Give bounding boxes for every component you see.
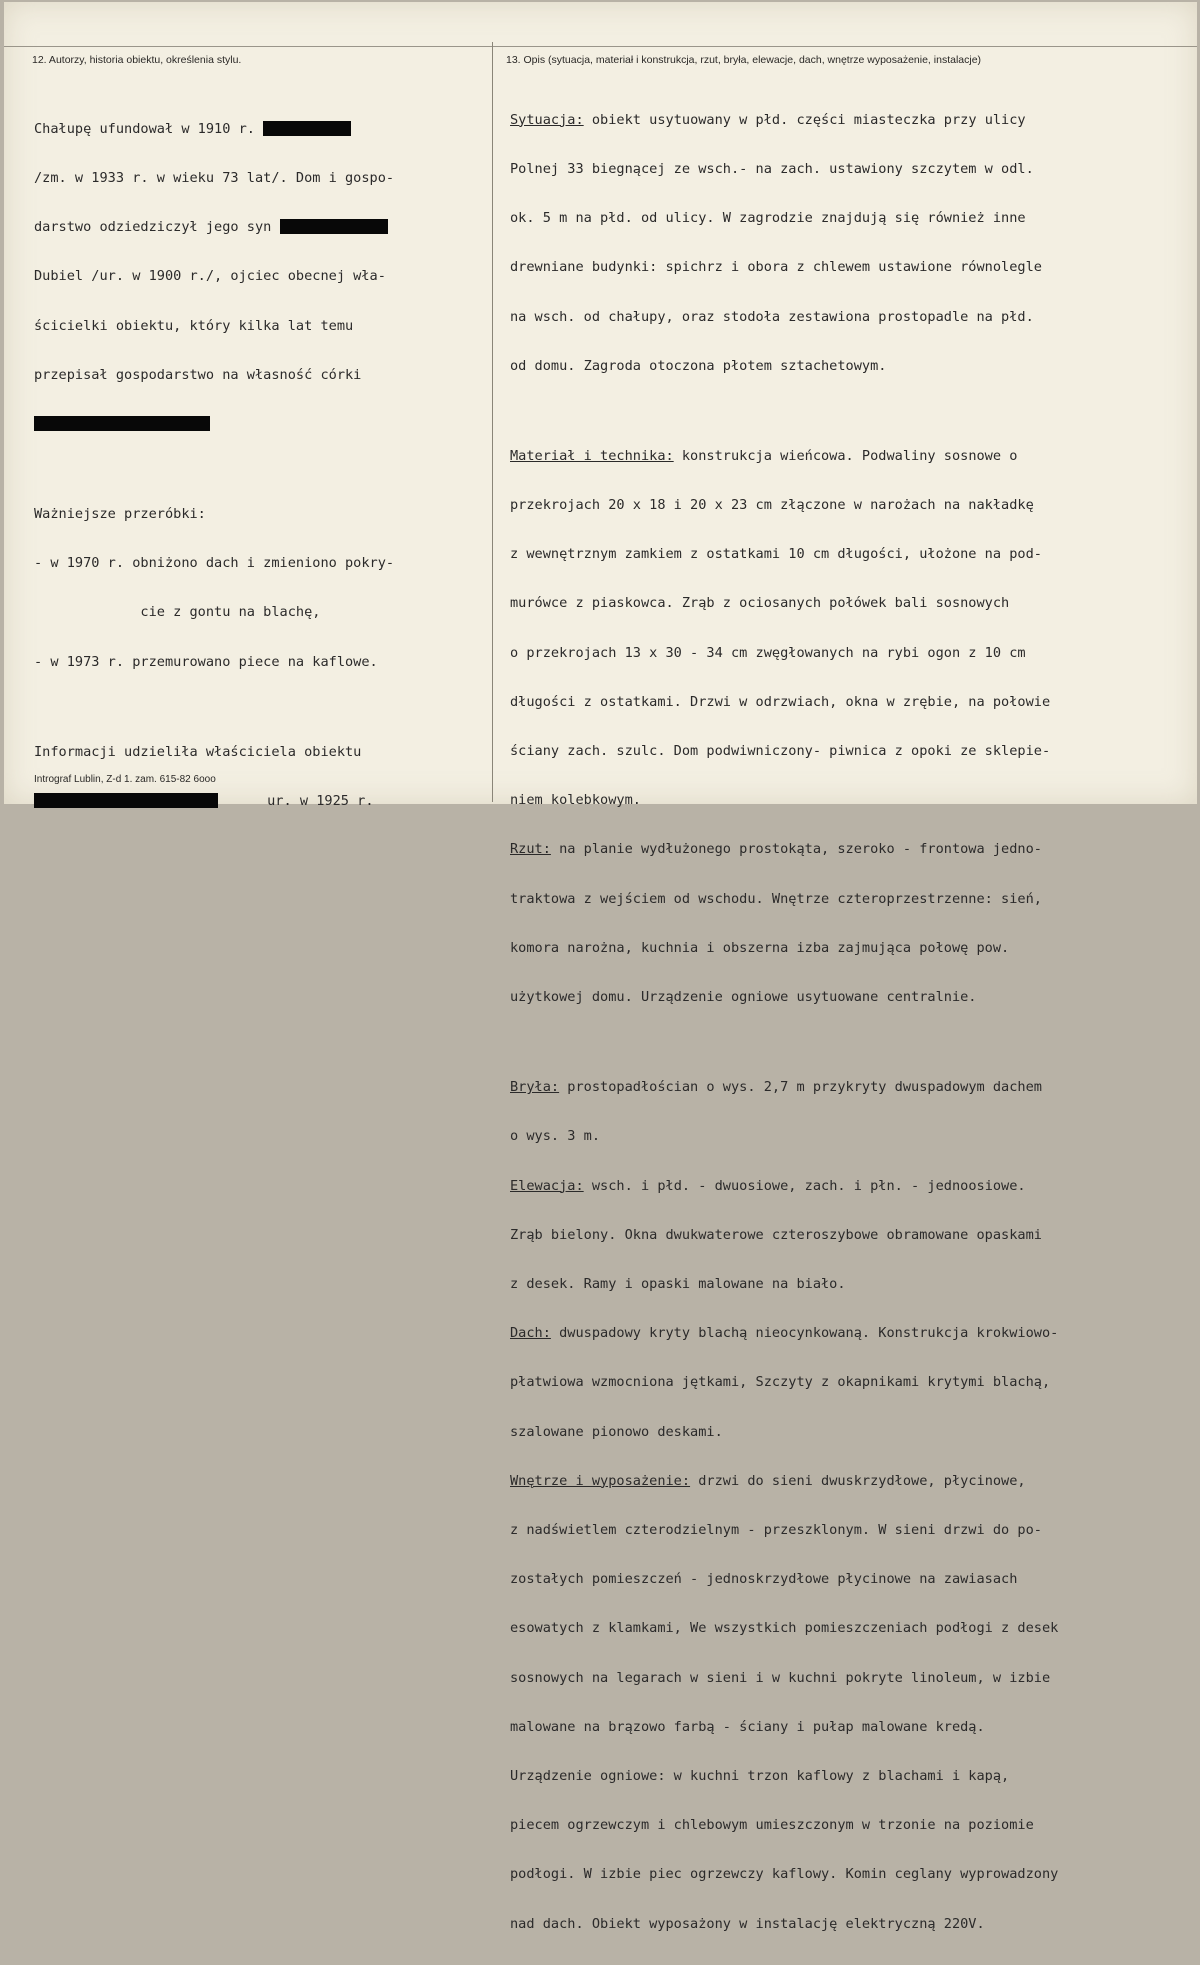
text-line: ściany zach. szulc. Dom podwiwniczony- piwnica z opoki ze sklepie-	[510, 743, 1051, 760]
text-line: drewniane budynki: spichrz i obora z chlewem ustawione równolegle	[510, 259, 1042, 276]
sytuacja-line: Sytuacja: obiekt usytuowany w płd. części miasteczka przy ulicy	[510, 111, 1026, 128]
redaction-bar	[280, 219, 388, 234]
text-line: z desek. Ramy i opaski malowane na biało.	[510, 1275, 846, 1292]
text-line: przepisał gospodarstwo na własność córki	[34, 366, 362, 383]
text-line: z nadświetlem czterodzielnym - przeszklonym. W sieni drzwi do po-	[510, 1521, 1042, 1538]
left-section-header: 12. Autorzy, historia obiektu, określenia stylu.	[32, 54, 242, 66]
text-line: nad dach. Obiekt wyposażony w instalację elektryczną 220V.	[510, 1915, 985, 1932]
wnetrze-line: Wnętrze i wyposażenie: drzwi do sieni dwuskrzydłowe, płycinowe,	[510, 1472, 1026, 1489]
text-line: Urządzenie ogniowe: w kuchni trzon kaflowy z blachami i kapą,	[510, 1767, 1010, 1784]
text-line: murówce z piaskowca. Zrąb z ociosanych połówek bali sosnowych	[510, 595, 1010, 612]
rzut-line: Rzut: na planie wydłużonego prostokąta, szeroko - frontowa jedno-	[510, 841, 1042, 858]
text-line: z wewnętrznym zamkiem z ostatkami 10 cm długości, ułożone na pod-	[510, 546, 1042, 563]
text-line: - w 1973 r. przemurowano piece na kaflowe.	[34, 653, 378, 670]
text-line: Chałupę ufundował w 1910 r.	[34, 121, 394, 137]
text-line: na wsch. od chałupy, oraz stodoła zestawiona prostopadle na płd.	[510, 308, 1034, 325]
text-line: ur. w 1925 r.	[34, 793, 394, 809]
form-sheet	[4, 2, 1197, 1932]
text-line	[34, 416, 394, 432]
text-line: Polnej 33 biegnącej ze wsch.- na zach. ustawiony szczytem w odl.	[510, 161, 1034, 178]
material-line: Materiał i technika: konstrukcja wieńcowa. Podwaliny sosnowe o	[510, 447, 1018, 464]
text-line: esowatych z klamkami, We wszystkich pomieszczeniach podłogi z desek	[510, 1620, 1059, 1637]
text-line: traktowa z wejściem od wschodu. Wnętrze czteroprzestrzenne: sień,	[510, 890, 1042, 907]
text-line: użytkowej domu. Urządzenie ogniowe usytuowane centralnie.	[510, 989, 977, 1006]
text-line: zostałych pomieszczeń - jednoskrzydłowe płycinowe na zawiasach	[510, 1571, 1018, 1588]
text-line: Ważniejsze przeróbki:	[34, 506, 206, 523]
text-line: Dubiel /ur. w 1900 r./, ojciec obecnej wła-	[34, 268, 386, 285]
text-line: przekrojach 20 x 18 i 20 x 23 cm złączone w narożach na nakładkę	[510, 497, 1034, 514]
right-section-header: 13. Opis (sytuacja, materiał i konstrukcja, rzut, bryła, elewacje, dach, wnętrze wyposażenie, instalacje)	[506, 54, 982, 66]
header-rule-right	[492, 46, 1197, 47]
text-line: sosnowych na legarach w sieni i w kuchni pokryte linoleum, w izbie	[510, 1669, 1051, 1686]
redaction-bar	[34, 416, 210, 431]
dach-line: Dach: dwuspadowy kryty blachą nieocynkowaną. Konstrukcja krokwiowo-	[510, 1325, 1059, 1342]
text-line: /zm. w 1933 r. w wieku 73 lat/. Dom i gospo-	[34, 170, 395, 187]
text-line: od domu. Zagroda otoczona płotem sztachetowym.	[510, 357, 887, 374]
redaction-bar	[34, 793, 218, 808]
text-line: o przekrojach 13 x 30 - 34 cm zwęgłowanych na rybi ogon z 10 cm	[510, 644, 1026, 661]
text-line: cie z gontu na blachę,	[34, 604, 321, 621]
right-column-text	[510, 79, 1058, 1965]
text-line: podłogi. W izbie piec ogrzewczy kaflowy. Komin ceglany wyprowadzony	[510, 1866, 1059, 1883]
text-line: długości z ostatkami. Drzwi w odrzwiach, okna w zrębie, na połowie	[510, 693, 1051, 710]
text-line: darstwo odziedziczył jego syn	[34, 219, 394, 235]
header-rule-left	[4, 46, 492, 47]
text-line: piecem ogrzewczym i chlebowym umieszczonym w trzonie na poziomie	[510, 1817, 1034, 1834]
elewacja-line: Elewacja: wsch. i płd. - dwuosiowe, zach. i płn. - jednoosiowe.	[510, 1177, 1026, 1194]
text-line: malowane na brązowo farbą - ściany i pułap malowane kredą.	[510, 1718, 985, 1735]
text-line: niem kolebkowym.	[510, 792, 641, 809]
printer-imprint: Intrograf Lublin, Z-d 1. zam. 615-82 6ooo	[34, 774, 216, 785]
text-line: ok. 5 m na płd. od ulicy. W zagrodzie znajdują się również inne	[510, 210, 1026, 227]
text-line: szalowane pionowo deskami.	[510, 1423, 723, 1440]
bryla-line: Bryła: prostopadłościan o wys. 2,7 m przykryty dwuspadowym dachem	[510, 1079, 1042, 1096]
text-line: Zrąb bielony. Okna dwukwaterowe czteroszybowe obramowane opaskami	[510, 1226, 1042, 1243]
left-column-text	[34, 88, 394, 842]
text-line: ścicielki obiektu, który kilka lat temu	[34, 317, 354, 334]
text-line: o wys. 3 m.	[510, 1128, 601, 1145]
redaction-bar	[263, 121, 351, 136]
text-line: Informacji udzieliła właściciela obiektu	[34, 743, 362, 760]
text-line: płatwiowa wzmocniona jętkami, Szczyty z okapnikami krytymi blachą,	[510, 1374, 1051, 1391]
text-line: - w 1970 r. obniżono dach i zmieniono pokry-	[34, 555, 395, 572]
column-divider	[492, 42, 493, 802]
text-line: komora narożna, kuchnia i obszerna izba zajmująca połowę pow.	[510, 939, 1010, 956]
